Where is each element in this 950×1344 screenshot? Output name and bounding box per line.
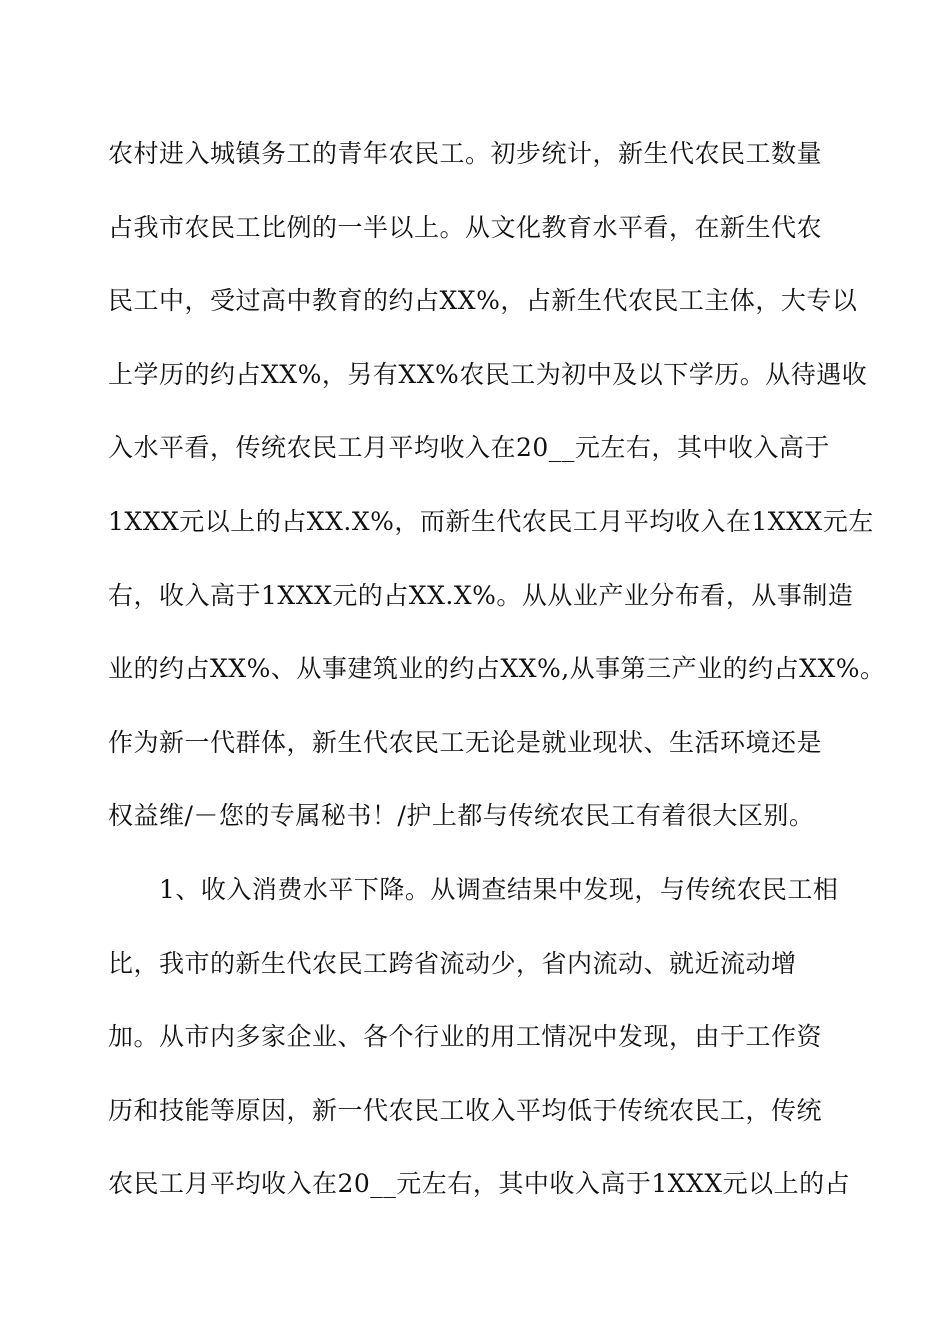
- paragraph-start-line: 1、收入消费水平下降。从调查结果中发现，与传统农民工相: [108, 874, 839, 904]
- text-line: 历和技能等原因，新一代农民工收入平均低于传统农民工，传统: [108, 1095, 823, 1125]
- text-line: 右，收入高于1XXX元的占XX.X%。从从业产业分布看，从事制造: [108, 580, 854, 610]
- text-line: 入水平看，传统农民工月平均收入在20__元左右，其中收入高于: [108, 433, 830, 463]
- text-line: 权益维/－您的专属秘书！/护上都与传统农民工有着很大区别。: [108, 801, 815, 831]
- text-line: 1XXX元以上的占XX.X%，而新生代农民工月平均收入在1XXX元左: [108, 506, 874, 536]
- text-line: 比，我市的新生代农民工跨省流动少，省内流动、就近流动增: [108, 948, 797, 978]
- text-line: 农村进入城镇务工的青年农民工。初步统计，新生代农民工数量: [108, 139, 823, 168]
- text-line: 加。从市内多家企业、各个行业的用工情况中发现，由于工作资: [108, 1022, 823, 1052]
- text-line: 占我市农民工比例的一半以上。从文化教育水平看，在新生代农: [108, 212, 823, 242]
- text-line: 民工中，受过高中教育的约占XX%，占新生代农民工主体，大专以: [108, 286, 858, 316]
- text-line: 业的约占XX%、从事建筑业的约占XX%,从事第三产业的约占XX%。: [108, 654, 886, 684]
- text-line: 作为新一代群体，新生代农民工无论是就业现状、生活环境还是: [108, 727, 823, 757]
- text-line: 农民工月平均收入在20__元左右，其中收入高于1XXX元以上的占: [108, 1169, 851, 1199]
- text-line: 上学历的约占XX%，另有XX%农民工为初中及以下学历。从待遇收: [108, 359, 868, 389]
- body-text: [108, 132, 886, 1236]
